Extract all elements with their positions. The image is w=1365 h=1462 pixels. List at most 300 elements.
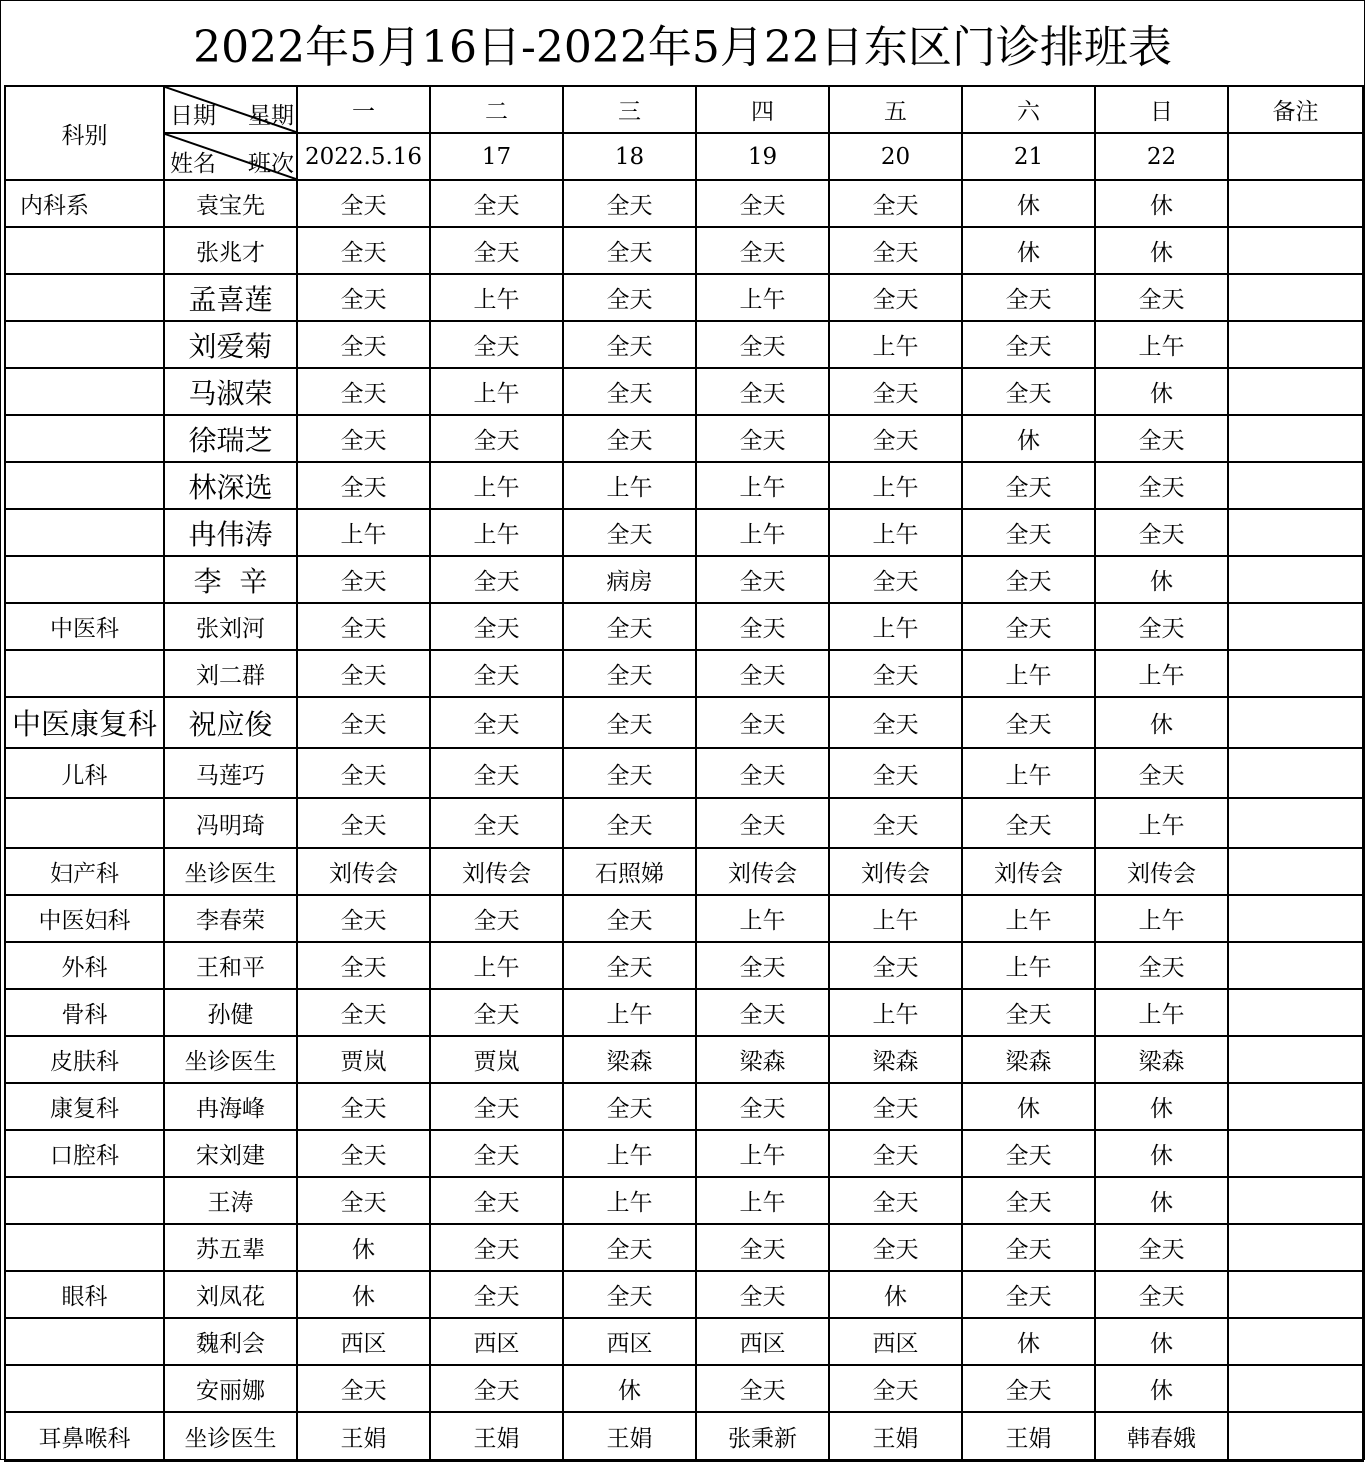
shift-cell: 全天 — [563, 509, 696, 556]
shift-cell: 休 — [1095, 556, 1228, 603]
shift-cell: 全天 — [829, 697, 962, 748]
shift-cell: 全天 — [563, 798, 696, 848]
name-cell: 林深选 — [164, 462, 297, 509]
note-cell — [1228, 509, 1363, 556]
shift-cell: 全天 — [696, 180, 829, 227]
weekday-4: 四 — [696, 86, 829, 133]
shift-cell: 全天 — [829, 1177, 962, 1224]
name-cell: 魏利会 — [164, 1318, 297, 1365]
shift-cell: 全天 — [696, 603, 829, 650]
shift-cell: 全天 — [829, 1365, 962, 1412]
table-row — [5, 1271, 1363, 1318]
shift-cell: 全天 — [430, 603, 563, 650]
shift-cell: 全天 — [962, 603, 1095, 650]
name-cell: 马淑荣 — [164, 368, 297, 415]
shift-cell: 全天 — [297, 1083, 430, 1130]
name-cell: 刘爱菊 — [164, 321, 297, 368]
note-cell — [1228, 274, 1363, 321]
shift-cell: 张秉新 — [696, 1412, 829, 1461]
shift-cell: 休 — [1095, 1177, 1228, 1224]
shift-cell: 全天 — [297, 415, 430, 462]
shift-cell: 王娟 — [430, 1412, 563, 1461]
shift-cell: 全天 — [962, 368, 1095, 415]
shift-cell: 上午 — [563, 989, 696, 1036]
note-cell — [1228, 603, 1363, 650]
shift-cell: 全天 — [430, 798, 563, 848]
shift-cell: 上午 — [962, 895, 1095, 942]
shift-cell: 全天 — [962, 1177, 1095, 1224]
shift-cell: 休 — [1095, 227, 1228, 274]
shift-cell: 梁森 — [962, 1036, 1095, 1083]
shift-cell: 全天 — [829, 368, 962, 415]
shift-cell: 刘传会 — [696, 848, 829, 895]
shift-cell: 休 — [962, 180, 1095, 227]
shift-cell: 全天 — [430, 1130, 563, 1177]
note-cell — [1228, 180, 1363, 227]
dept-cell — [5, 650, 164, 697]
shift-cell: 全天 — [563, 321, 696, 368]
shift-cell: 全天 — [829, 415, 962, 462]
name-cell: 徐瑞芝 — [164, 415, 297, 462]
name-cell: 张兆才 — [164, 227, 297, 274]
schedule-body — [5, 86, 1363, 1461]
shift-cell: 全天 — [563, 1271, 696, 1318]
shift-cell: 全天 — [563, 227, 696, 274]
shift-cell: 上午 — [1095, 798, 1228, 848]
table-row — [5, 1318, 1363, 1365]
dept-cell — [5, 1365, 164, 1412]
shift-cell: 全天 — [297, 227, 430, 274]
shift-cell: 西区 — [829, 1318, 962, 1365]
shift-cell: 全天 — [829, 1083, 962, 1130]
shift-cell: 全天 — [1095, 603, 1228, 650]
shift-cell: 休 — [1095, 180, 1228, 227]
shift-cell: 全天 — [430, 321, 563, 368]
table-row — [5, 227, 1363, 274]
name-cell: 李 辛 — [164, 556, 297, 603]
shift-cell: 全天 — [297, 798, 430, 848]
shift-cell: 全天 — [297, 650, 430, 697]
shift-cell: 上午 — [1095, 321, 1228, 368]
weekday-7: 日 — [1095, 86, 1228, 133]
note-cell — [1228, 415, 1363, 462]
shift-cell: 上午 — [962, 748, 1095, 798]
name-cell: 坐诊医生 — [164, 1412, 297, 1461]
shift-cell: 全天 — [696, 989, 829, 1036]
shift-cell: 上午 — [696, 462, 829, 509]
date-2: 17 — [430, 133, 563, 180]
date-1: 2022.5.16 — [297, 133, 430, 180]
weekday-2: 二 — [430, 86, 563, 133]
shift-cell: 上午 — [829, 989, 962, 1036]
dept-cell — [5, 798, 164, 848]
shift-cell: 全天 — [430, 748, 563, 798]
shift-cell: 全天 — [962, 321, 1095, 368]
shift-cell: 全天 — [297, 462, 430, 509]
shift-cell: 全天 — [430, 989, 563, 1036]
shift-cell: 全天 — [829, 942, 962, 989]
table-row — [5, 942, 1363, 989]
name-cell: 祝应俊 — [164, 697, 297, 748]
shift-cell: 休 — [1095, 1365, 1228, 1412]
shift-cell: 全天 — [962, 697, 1095, 748]
shift-cell: 全天 — [1095, 1271, 1228, 1318]
note-cell — [1228, 1365, 1363, 1412]
shift-cell: 西区 — [297, 1318, 430, 1365]
shift-cell: 刘传会 — [829, 848, 962, 895]
shift-cell: 刘传会 — [1095, 848, 1228, 895]
shift-cell: 全天 — [297, 603, 430, 650]
shift-cell: 休 — [962, 1318, 1095, 1365]
dept-cell: 中医科 — [5, 603, 164, 650]
table-row — [5, 748, 1363, 798]
shift-cell: 全天 — [297, 989, 430, 1036]
shift-cell: 全天 — [297, 1130, 430, 1177]
shift-cell: 全天 — [297, 697, 430, 748]
shift-cell: 休 — [1095, 1130, 1228, 1177]
table-row — [5, 650, 1363, 697]
table-row — [5, 1177, 1363, 1224]
shift-cell: 全天 — [297, 1177, 430, 1224]
note-cell — [1228, 798, 1363, 848]
shift-cell: 全天 — [1095, 1224, 1228, 1271]
shift-cell: 上午 — [696, 509, 829, 556]
shift-cell: 上午 — [696, 1130, 829, 1177]
shift-cell: 全天 — [696, 748, 829, 798]
shift-cell: 全天 — [696, 798, 829, 848]
diag-label-date: 日期 — [170, 103, 216, 129]
table-row — [5, 1130, 1363, 1177]
shift-cell: 全天 — [829, 180, 962, 227]
weekday-5: 五 — [829, 86, 962, 133]
shift-cell: 上午 — [1095, 650, 1228, 697]
name-cell: 王和平 — [164, 942, 297, 989]
table-row — [5, 462, 1363, 509]
shift-cell: 全天 — [1095, 462, 1228, 509]
name-cell: 孙健 — [164, 989, 297, 1036]
weekday-6: 六 — [962, 86, 1095, 133]
shift-cell: 休 — [563, 1365, 696, 1412]
shift-cell: 全天 — [962, 274, 1095, 321]
dept-cell: 耳鼻喉科 — [5, 1412, 164, 1461]
shift-cell: 病房 — [563, 556, 696, 603]
shift-cell: 全天 — [962, 556, 1095, 603]
shift-cell: 全天 — [696, 942, 829, 989]
shift-cell: 全天 — [430, 1365, 563, 1412]
date-3: 18 — [563, 133, 696, 180]
shift-cell: 全天 — [696, 1271, 829, 1318]
date-7: 22 — [1095, 133, 1228, 180]
shift-cell: 上午 — [563, 1177, 696, 1224]
diag-header-bottom — [164, 133, 297, 180]
table-row — [5, 274, 1363, 321]
shift-cell: 全天 — [962, 462, 1095, 509]
diag-label-shift: 班次 — [248, 151, 294, 177]
dept-cell — [5, 227, 164, 274]
note-cell — [1228, 1224, 1363, 1271]
dept-cell — [5, 509, 164, 556]
dept-cell: 中医妇科 — [5, 895, 164, 942]
shift-cell: 刘传会 — [430, 848, 563, 895]
shift-cell: 上午 — [829, 895, 962, 942]
shift-cell: 全天 — [297, 895, 430, 942]
note-cell — [1228, 1271, 1363, 1318]
dept-cell — [5, 368, 164, 415]
shift-cell: 全天 — [696, 1365, 829, 1412]
dept-cell: 眼科 — [5, 1271, 164, 1318]
page-title: 2022年5月16日-2022年5月22日东区门诊排班表 — [193, 22, 1172, 73]
name-cell: 马莲巧 — [164, 748, 297, 798]
shift-cell: 全天 — [696, 697, 829, 748]
shift-cell: 全天 — [563, 1083, 696, 1130]
name-cell: 坐诊医生 — [164, 848, 297, 895]
table-row — [5, 509, 1363, 556]
shift-cell: 上午 — [563, 462, 696, 509]
shift-cell: 全天 — [696, 650, 829, 697]
shift-cell: 休 — [1095, 368, 1228, 415]
shift-cell: 全天 — [829, 1130, 962, 1177]
note-cell — [1228, 848, 1363, 895]
note-cell — [1228, 1130, 1363, 1177]
shift-cell: 上午 — [430, 368, 563, 415]
note-cell — [1228, 462, 1363, 509]
name-cell: 安丽娜 — [164, 1365, 297, 1412]
shift-cell: 全天 — [430, 227, 563, 274]
shift-cell: 全天 — [1095, 274, 1228, 321]
shift-cell: 上午 — [829, 603, 962, 650]
shift-cell: 休 — [1095, 1083, 1228, 1130]
shift-cell: 上午 — [430, 942, 563, 989]
dept-cell — [5, 462, 164, 509]
table-row — [5, 895, 1363, 942]
shift-cell: 全天 — [696, 415, 829, 462]
dept-cell — [5, 321, 164, 368]
weekday-3: 三 — [563, 86, 696, 133]
shift-cell: 全天 — [297, 180, 430, 227]
dept-cell — [5, 1177, 164, 1224]
table-row — [5, 603, 1363, 650]
shift-cell: 休 — [1095, 1318, 1228, 1365]
shift-cell: 全天 — [1095, 509, 1228, 556]
shift-cell: 全天 — [1095, 415, 1228, 462]
shift-cell: 全天 — [829, 274, 962, 321]
remarks-header-blank — [1228, 133, 1363, 180]
shift-cell: 全天 — [563, 274, 696, 321]
shift-cell: 全天 — [430, 556, 563, 603]
shift-cell: 西区 — [563, 1318, 696, 1365]
date-4: 19 — [696, 133, 829, 180]
shift-cell: 全天 — [962, 1365, 1095, 1412]
shift-cell: 全天 — [962, 1271, 1095, 1318]
shift-cell: 全天 — [1095, 942, 1228, 989]
name-cell: 袁宝先 — [164, 180, 297, 227]
shift-cell: 全天 — [297, 274, 430, 321]
shift-cell: 上午 — [696, 274, 829, 321]
note-cell — [1228, 748, 1363, 798]
shift-cell: 全天 — [297, 556, 430, 603]
shift-cell: 全天 — [962, 1130, 1095, 1177]
name-cell: 冉伟涛 — [164, 509, 297, 556]
shift-cell: 全天 — [297, 321, 430, 368]
shift-cell: 全天 — [962, 798, 1095, 848]
schedule-table — [4, 85, 1364, 1462]
shift-cell: 全天 — [829, 748, 962, 798]
shift-cell: 全天 — [829, 227, 962, 274]
dept-cell: 骨科 — [5, 989, 164, 1036]
shift-cell: 梁森 — [563, 1036, 696, 1083]
shift-cell: 全天 — [563, 180, 696, 227]
name-cell: 王涛 — [164, 1177, 297, 1224]
table-row — [5, 368, 1363, 415]
table-row — [5, 798, 1363, 848]
shift-cell: 贾岚 — [297, 1036, 430, 1083]
note-cell — [1228, 556, 1363, 603]
shift-cell: 休 — [829, 1271, 962, 1318]
shift-cell: 全天 — [430, 180, 563, 227]
name-cell: 李春荣 — [164, 895, 297, 942]
dept-header: 科别 — [5, 86, 164, 180]
name-cell: 冉海峰 — [164, 1083, 297, 1130]
shift-cell: 全天 — [962, 1224, 1095, 1271]
dept-cell — [5, 1224, 164, 1271]
shift-cell: 上午 — [1095, 989, 1228, 1036]
diag-header-top — [164, 86, 297, 133]
shift-cell: 全天 — [297, 942, 430, 989]
shift-cell: 全天 — [297, 1365, 430, 1412]
note-cell — [1228, 650, 1363, 697]
shift-cell: 上午 — [297, 509, 430, 556]
note-cell — [1228, 942, 1363, 989]
name-cell: 张刘河 — [164, 603, 297, 650]
shift-cell: 全天 — [430, 415, 563, 462]
note-cell — [1228, 1412, 1363, 1461]
shift-cell: 全天 — [696, 368, 829, 415]
dept-cell: 内科系 — [5, 180, 164, 227]
shift-cell: 全天 — [563, 368, 696, 415]
shift-cell: 王娟 — [297, 1412, 430, 1461]
shift-cell: 全天 — [563, 895, 696, 942]
shift-cell: 全天 — [829, 1224, 962, 1271]
note-cell — [1228, 989, 1363, 1036]
shift-cell: 王娟 — [563, 1412, 696, 1461]
shift-cell: 全天 — [829, 650, 962, 697]
table-row — [5, 1036, 1363, 1083]
shift-cell: 西区 — [696, 1318, 829, 1365]
shift-cell: 休 — [297, 1224, 430, 1271]
dept-cell — [5, 556, 164, 603]
note-cell — [1228, 697, 1363, 748]
name-cell: 孟喜莲 — [164, 274, 297, 321]
dept-cell: 中医康复科 — [5, 697, 164, 748]
shift-cell: 王娟 — [829, 1412, 962, 1461]
table-row — [5, 180, 1363, 227]
shift-cell: 全天 — [829, 556, 962, 603]
shift-cell: 全天 — [430, 697, 563, 748]
shift-cell: 休 — [962, 415, 1095, 462]
note-cell — [1228, 895, 1363, 942]
shift-cell: 全天 — [563, 1224, 696, 1271]
shift-cell: 上午 — [829, 509, 962, 556]
shift-cell: 全天 — [696, 1224, 829, 1271]
shift-cell: 王娟 — [962, 1412, 1095, 1461]
dept-cell: 口腔科 — [5, 1130, 164, 1177]
dept-cell: 外科 — [5, 942, 164, 989]
header-row-dates — [5, 133, 1363, 180]
shift-cell: 全天 — [430, 1224, 563, 1271]
shift-cell: 全天 — [962, 509, 1095, 556]
shift-cell: 梁森 — [696, 1036, 829, 1083]
shift-cell: 全天 — [696, 1083, 829, 1130]
diag-label-weekday: 星期 — [248, 103, 294, 129]
shift-cell: 全天 — [430, 650, 563, 697]
note-cell — [1228, 368, 1363, 415]
name-cell: 刘二群 — [164, 650, 297, 697]
shift-cell: 上午 — [696, 1177, 829, 1224]
note-cell — [1228, 1036, 1363, 1083]
shift-cell: 上午 — [430, 462, 563, 509]
weekday-1: 一 — [297, 86, 430, 133]
shift-cell: 梁森 — [1095, 1036, 1228, 1083]
shift-cell: 全天 — [563, 748, 696, 798]
dept-cell: 儿科 — [5, 748, 164, 798]
shift-cell: 韩春娥 — [1095, 1412, 1228, 1461]
dept-cell — [5, 1318, 164, 1365]
dept-cell: 皮肤科 — [5, 1036, 164, 1083]
name-cell: 刘凤花 — [164, 1271, 297, 1318]
date-5: 20 — [829, 133, 962, 180]
diag-label-name: 姓名 — [170, 151, 216, 177]
shift-cell: 休 — [962, 227, 1095, 274]
note-cell — [1228, 1083, 1363, 1130]
table-row — [5, 1224, 1363, 1271]
header-row-weekdays — [5, 86, 1363, 133]
table-row — [5, 848, 1363, 895]
shift-cell: 全天 — [563, 942, 696, 989]
shift-cell: 全天 — [563, 415, 696, 462]
shift-cell: 上午 — [430, 274, 563, 321]
note-cell — [1228, 1177, 1363, 1224]
shift-cell: 上午 — [563, 1130, 696, 1177]
shift-cell: 全天 — [563, 697, 696, 748]
shift-cell: 全天 — [696, 321, 829, 368]
shift-cell: 全天 — [297, 368, 430, 415]
shift-cell: 贾岚 — [430, 1036, 563, 1083]
dept-cell: 妇产科 — [5, 848, 164, 895]
shift-cell: 全天 — [696, 556, 829, 603]
shift-cell: 休 — [1095, 697, 1228, 748]
date-6: 21 — [962, 133, 1095, 180]
shift-cell: 刘传会 — [962, 848, 1095, 895]
shift-cell: 上午 — [962, 650, 1095, 697]
table-row — [5, 415, 1363, 462]
shift-cell: 全天 — [1095, 748, 1228, 798]
shift-cell: 上午 — [962, 942, 1095, 989]
table-row — [5, 1412, 1363, 1461]
dept-cell: 康复科 — [5, 1083, 164, 1130]
name-cell: 冯明琦 — [164, 798, 297, 848]
shift-cell: 全天 — [563, 603, 696, 650]
shift-cell: 全天 — [430, 1271, 563, 1318]
note-cell — [1228, 321, 1363, 368]
shift-cell: 全天 — [430, 1083, 563, 1130]
table-row — [5, 1083, 1363, 1130]
table-row — [5, 697, 1363, 748]
note-cell — [1228, 1318, 1363, 1365]
shift-cell: 上午 — [829, 321, 962, 368]
remarks-header: 备注 — [1228, 86, 1363, 133]
shift-cell: 石照娣 — [563, 848, 696, 895]
table-row — [5, 321, 1363, 368]
